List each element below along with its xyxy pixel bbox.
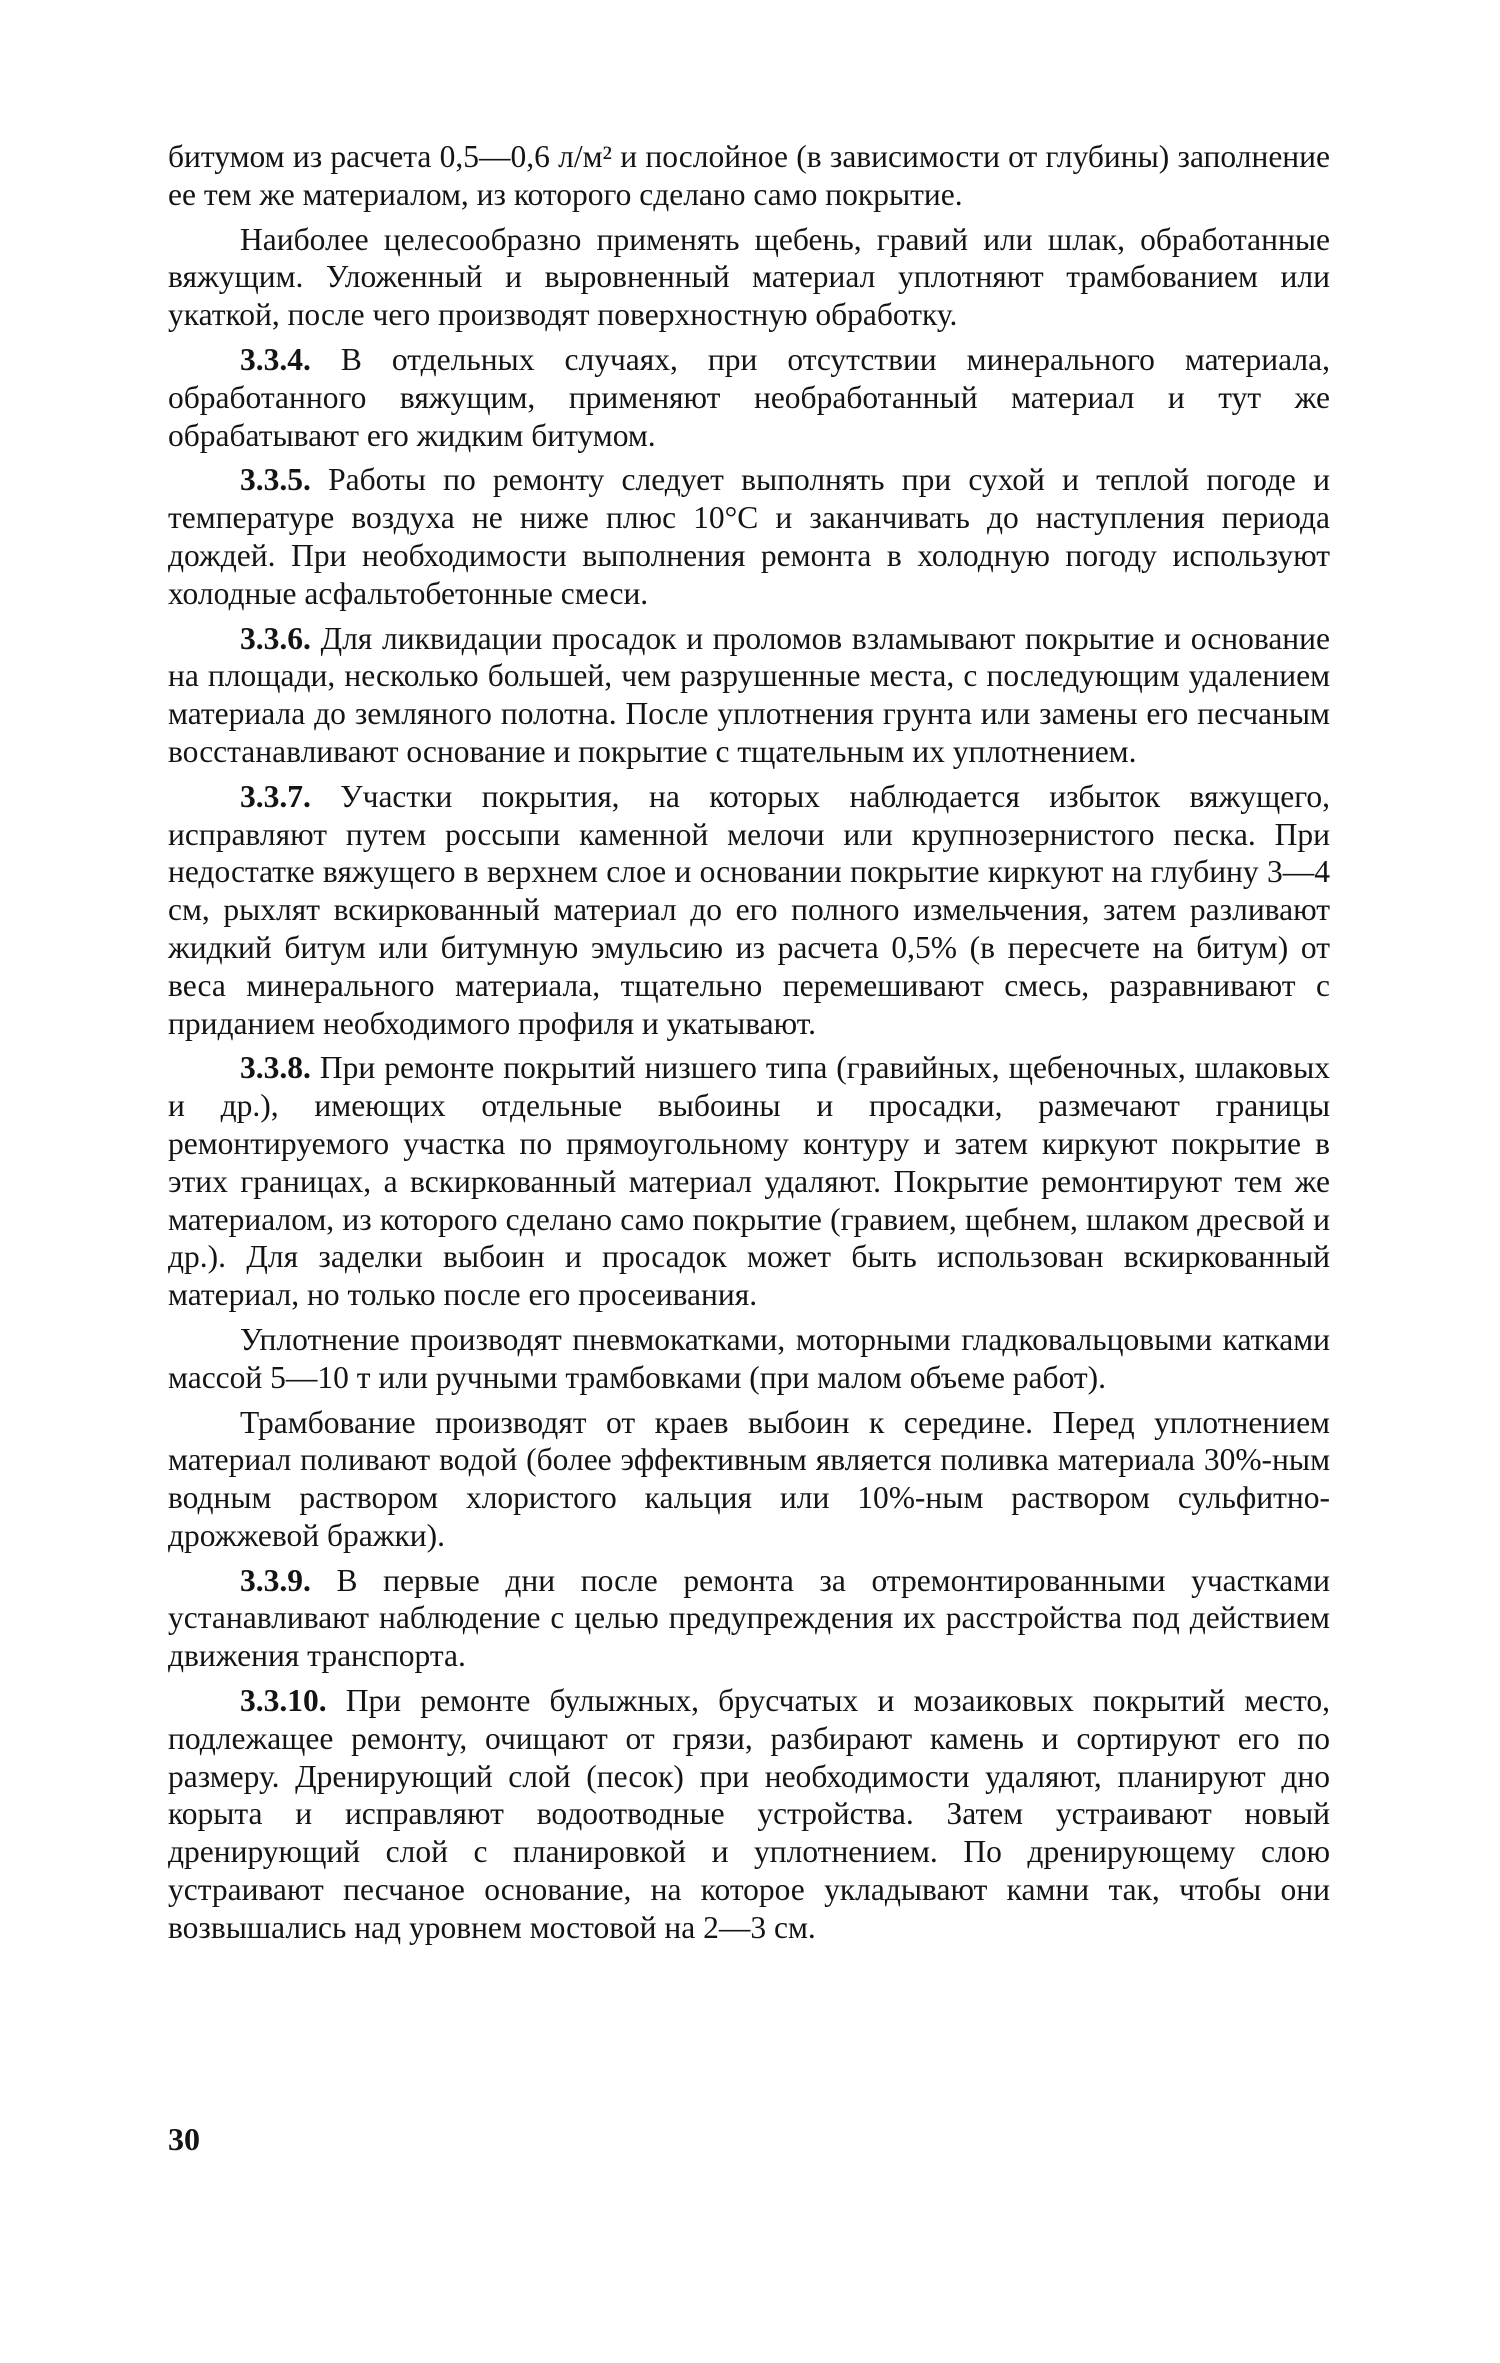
paragraph-text: Участки покрытия, на которых наблюдается избыток вяжущего, исправляют путем россыпи каменной мелочи или крупнозернистого песка. При недостатке вяжущего в верхнем слое и основании покрытие киркуют на глубину 3—4 см, рыхлят вскиркованный материал до его полного измельчения, затем разливают жидкий битум или битумную эмульсию из расчета 0,5% (в пересчете на битум) от веса минерального материала, тщательно перемешивают смесь, разравнивают с приданием необходимого профиля и укатывают. bbox=[168, 778, 1330, 1041]
paragraph bbox=[168, 1049, 1330, 1314]
paragraph-number: 3.3.5. bbox=[240, 462, 311, 498]
paragraph bbox=[168, 221, 1330, 334]
page-number: 30 bbox=[168, 2121, 200, 2157]
paragraph bbox=[168, 778, 1330, 1043]
paragraph-text: При ремонте булыжных, брусчатых и мозаиковых покрытий место, подлежащее ремонту, очищают от грязи, разбирают камень и сортируют его по размеру. Дренирующий слой (песок) при необходимости удаляют, планируют дно корыта и исправляют водоотводные устройства. Затем устраивают новый дренирующий слой с планировкой и уплотнением. По дренирующему слою устраивают песчаное основание, на которое укладывают камни так, чтобы они возвышались над уровнем мостовой на 2—3 см. bbox=[168, 1683, 1330, 1945]
paragraph bbox=[168, 1682, 1330, 1947]
paragraph-number: 3.3.9. bbox=[240, 1562, 311, 1598]
paragraph bbox=[168, 341, 1330, 454]
paragraph-text: Наиболее целесообразно применять щебень, гравий или шлак, обработанные вяжущим. Уложенный и выровненный материал уплотняют трамбованием или укаткой, после чего производят поверхностную обработку. bbox=[168, 221, 1330, 333]
paragraph-text: В первые дни после ремонта за отремонтированными участками устанавливают наблюдение с целью предупреждения их расстройства под действием движения транспорта. bbox=[168, 1562, 1330, 1674]
page-text bbox=[168, 138, 1330, 1954]
paragraph bbox=[168, 461, 1330, 612]
paragraph-text: Трамбование производят от краев выбоин к середине. Перед уплотнением материал поливают водой (более эффективным является поливка материала 30%-ным водным раствором хлористого кальция или 10%-ным раствором сульфитно-дрожжевой бражки). bbox=[168, 1404, 1330, 1553]
paragraph-number: 3.3.8. bbox=[240, 1050, 311, 1086]
paragraph-text: При ремонте покрытий низшего типа (гравийных, щебеночных, шлаковых и др.), имеющих отдельные выбоины и просадки, размечают границы ремонтируемого участка по прямоугольному контуру и затем киркуют покрытие в этих границах, а вскиркованный материал удаляют. Покрытие ремонтируют тем же материалом, из которого сделано само покрытие (гравием, щебнем, шлаком дресвой и др.). Для заделки выбоин и просадок может быть использован вскиркованный материал, но только после его просеивания. bbox=[168, 1050, 1330, 1313]
paragraph-text: Уплотнение производят пневмокатками, моторными гладковальцовыми катками массой 5—10 т или ручными трамбовками (при малом объеме работ). bbox=[168, 1321, 1330, 1395]
paragraph-number: 3.3.4. bbox=[240, 341, 311, 377]
paragraph bbox=[168, 1321, 1330, 1397]
paragraph bbox=[168, 1404, 1330, 1555]
paragraph-text: Для ликвидации просадок и проломов взламывают покрытие и основание на площади, несколько большей, чем разрушенные места, с последующим удалением материала до земляного полотна. После уплотнения грунта или замены его песчаным восстанавливают основание и покрытие с тщательным их уплотнением. bbox=[168, 620, 1330, 769]
paragraph-number: 3.3.10. bbox=[240, 1683, 327, 1719]
paragraph-text: В отдельных случаях, при отсутствии минерального материала, обработанного вяжущим, применяют необработанный материал и тут же обрабатывают его жидким битумом. bbox=[168, 341, 1330, 453]
paragraph-number: 3.3.6. bbox=[240, 620, 311, 656]
paragraph bbox=[168, 1562, 1330, 1675]
paragraph-text: битумом из расчета 0,5—0,6 л/м² и послойное (в зависимости от глубины) заполнение ее тем же материалом, из которого сделано само покрытие. bbox=[168, 139, 1330, 212]
paragraph bbox=[168, 620, 1330, 771]
paragraph bbox=[168, 138, 1330, 214]
paragraph-text: Работы по ремонту следует выполнять при сухой и теплой погоде и температуре воздуха не ниже плюс 10°С и заканчивать до наступления периода дождей. При необходимости выполнения ремонта в холодную погоду используют холодные асфальтобетонные смеси. bbox=[168, 462, 1330, 611]
paragraph-number: 3.3.7. bbox=[240, 778, 311, 814]
